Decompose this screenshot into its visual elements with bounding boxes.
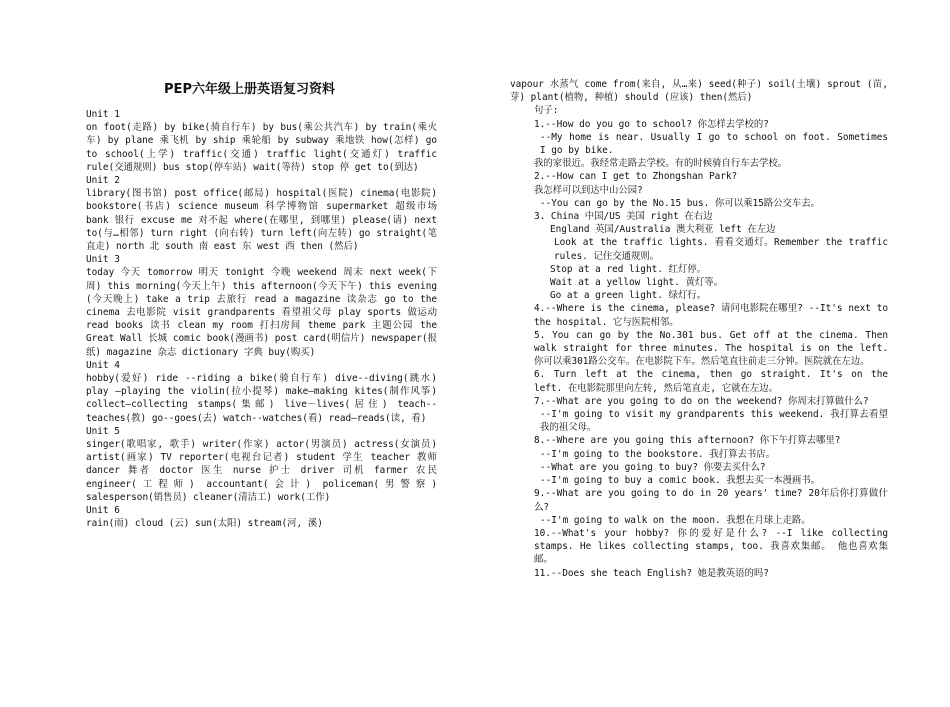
- right-paragraph: --What are you going to buy? 你要去买什么?: [540, 461, 766, 473]
- right-paragraph: 4.--Where is the cinema, please? 请问电影院在哪里? --It's next to the hospital. 它与医院相邻。: [534, 303, 888, 328]
- right-paragraph: --I'm going to walk on the moon. 我想在月球上走路。: [540, 514, 811, 526]
- right-paragraph: 3. China 中国/US 美国 right 在右边: [534, 211, 713, 223]
- right-paragraph: Wait at a yellow light. 黄灯等。: [550, 277, 723, 289]
- left-paragraph: Unit 1: [86, 109, 120, 120]
- left-paragraph: Unit 2: [86, 175, 120, 187]
- left-paragraph: on foot(走路) by bike(骑自行车) by bus(乘公共汽车) by train(乘火车) by plane 乘飞机 by ship 乘轮船 by subway 乘地铁 how(怎样) go to school(上学) traffic(交通) traffic light(交通灯) traffic rule(交通规则) bus stop(停车站) wait(等待) stop 停 get to(到达): [86, 122, 437, 173]
- right-paragraph: --I'm going to the bookstore. 我打算去书店。: [540, 448, 775, 460]
- right-paragraph: 10.--What's your hobby? 你的爱好是什么? --I like collecting stamps. He likes collecting stamps, too. 我喜欢集邮。 他也喜欢集邮。: [534, 527, 888, 566]
- right-paragraph: --I'm going to visit my grandparents this weekend. 我打算去看望我的祖父母。: [540, 409, 888, 434]
- right-paragraph: 11.--Does she teach English? 她是教英语的吗?: [534, 567, 769, 579]
- document-title: PEP六年级上册英语复习资料: [164, 82, 335, 97]
- left-paragraph: Unit 5: [86, 425, 120, 437]
- right-paragraph: Look at the traffic lights. 看看交通灯。Remember the traffic rules. 记住交通规则。: [554, 237, 888, 262]
- right-paragraph: 9.--What are you going to do in 20 years' time? 20年后你打算做什么?: [534, 488, 888, 513]
- right-paragraph: vapour 水蒸气 come from(来自, 从…来) seed(种子) soil(土壤) sprout (苗, 芽) plant(植物, 种植) should (应该) then(然后): [510, 79, 888, 104]
- right-paragraph: 句子:: [534, 105, 559, 117]
- right-paragraph: Stop at a red light. 红灯停。: [550, 263, 707, 275]
- right-paragraph: --My home is near. Usually I go to school on foot. Sometimes I go by bike.: [540, 131, 888, 157]
- right-paragraph: Go at a green light. 绿灯行。: [550, 290, 707, 302]
- left-paragraph: singer(歌唱家, 歌手) writer(作家) actor(男演员) actress(女演员) artist(画家) TV reporter(电视台记者) student 学生 teacher 教师 dancer 舞者 doctor 医生 nurse 护士 driver 司机 farmer 农民 engineer(工程师) accountant(会计) policeman(男警察) salesperson(销售员) cleaner(清洁工) work(工作): [86, 439, 437, 503]
- right-paragraph: --I'm going to buy a comic book. 我想去买一本漫画书。: [540, 475, 821, 487]
- left-paragraph: today 今天 tomorrow 明天 tonight 今晚 weekend 周末 next week(下周) this morning(今天上午) this afternoon(今天下午) this evening (今天晚上) take a trip 去旅行 read a magazine 读杂志 go to the cinema 去电影院 visit grandparents 看望祖父母 play sports 做运动 read books 读书 clean my room 打扫房间 theme park 主题公园 the Great Wall 长城 comic book(漫画书) post card(明信片) newspaper(报纸) magazine 杂志 dictionary 字典 buy(购买): [86, 267, 437, 358]
- left-column: [62, 78, 437, 531]
- right-paragraph: 5. You can go by the No.301 bus. Get off at the cinema. Then walk straight for three minutes. The hospital is on the left. 你可以乘301路公交车。在电影院下车。然后笔直往前走三分钟。医院就在左边。: [534, 329, 888, 368]
- right-column: [510, 78, 888, 580]
- left-paragraph: hobby(爱好) ride --riding a bike(骑自行车) dive--diving(跳水) play —playing the violin(拉小提琴) make—making kites(制作风筝) collect—collecting stamps(集邮) live－lives(居住) teach--teaches(教) go--goes(去) watch--watches(看) read—reads(读, 看): [86, 373, 437, 424]
- right-paragraph: 2.--How can I get to Zhongshan Park?: [534, 171, 738, 183]
- left-paragraph: library(图书馆) post office(邮局) hospital(医院) cinema(电影院) bookstore(书店) science museum 科学博物馆 supermarket 超级市场 bank 银行 excuse me 对不起 where(在哪里, 到哪里) please(请) next to(与…相邻) turn right (向右转) turn left(向左转) go straight(笔直走) north 北 south 南 east 东 west 西 then (然后): [86, 188, 437, 253]
- right-paragraph: 7.--What are you going to do on the weekend? 你周末打算做什么?: [534, 395, 869, 407]
- right-paragraph: 我的家很近。我经常走路去学校。有的时候骑自行车去学校。: [534, 158, 788, 170]
- left-paragraph: Unit 4: [86, 359, 120, 371]
- left-column-body: [62, 108, 437, 531]
- right-paragraph: 1.--How do you go to school? 你怎样去学校的?: [534, 118, 769, 130]
- right-paragraph: England 英国/Australia 澳大利亚 left 在左边: [550, 224, 776, 236]
- left-paragraph: rain(雨) cloud (云) sun(太阳) stream(河, 溪): [86, 518, 323, 530]
- right-paragraph: --You can go by the No.15 bus. 你可以乘15路公交车去。: [540, 197, 821, 209]
- right-paragraph: 6. Turn left at the cinema, then go straight. It's on the left. 在电影院那里向左转, 然后笔直走, 它就在左边。: [534, 369, 888, 394]
- right-column-body: [510, 78, 888, 580]
- left-paragraph: Unit 3: [86, 254, 120, 266]
- right-paragraph: 我怎样可以到达中山公园?: [534, 184, 643, 196]
- right-paragraph: 8.--Where are you going this afternoon? 你下午打算去哪里?: [534, 435, 841, 447]
- left-paragraph: Unit 6: [86, 505, 120, 517]
